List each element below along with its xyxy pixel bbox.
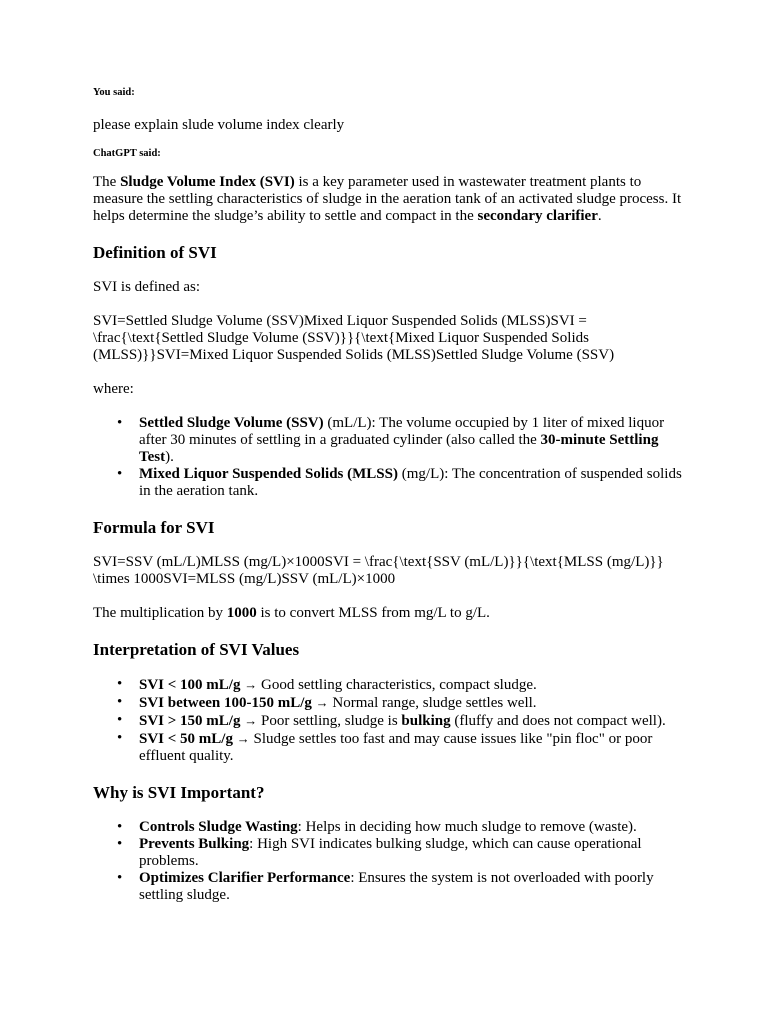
right-arrow-icon: → <box>315 695 329 710</box>
note-bold: 1000 <box>226 605 257 621</box>
list-item <box>139 694 683 712</box>
mlss-term: Mixed Liquor Suspended Solids (MLSS) <box>139 466 398 482</box>
definition-heading: Definition of SVI <box>93 243 217 262</box>
importance-desc: : High SVI indicates bulking sludge, which can cause operational problems. <box>139 836 642 869</box>
intro-text-1: The <box>93 174 121 190</box>
list-item <box>139 712 683 730</box>
note-text-2: is to convert MLSS from mg/L to g/L. <box>256 605 490 621</box>
list-item <box>139 466 683 500</box>
importance-desc: : Ensures the system is not overloaded with poorly settling sludge. <box>139 870 654 903</box>
importance-list <box>93 819 683 904</box>
interpretation-heading: Interpretation of SVI Values <box>93 640 300 659</box>
importance-heading: Why is SVI Important? <box>93 783 265 802</box>
note-text-1: The multiplication by <box>93 605 227 621</box>
svi-range-term: SVI between 100-150 mL/g <box>139 695 312 711</box>
you-said-label: You said: <box>93 87 135 98</box>
list-item <box>139 819 683 836</box>
svi-range-term: SVI > 150 mL/g <box>139 713 241 729</box>
svi-range-desc: Good settling characteristics, compact sludge. <box>257 677 537 693</box>
interpretation-list <box>93 676 683 765</box>
svi-range-desc: Normal range, sludge settles well. <box>328 695 537 711</box>
definition-list <box>93 415 683 500</box>
multiplication-note <box>93 605 683 622</box>
ssv-desc-end: ). <box>165 449 174 465</box>
svi-range-term: SVI < 100 mL/g <box>139 677 241 693</box>
importance-term: Controls Sludge Wasting <box>139 819 298 835</box>
svi-range-desc-end: (fluffy and does not compact well). <box>450 713 666 729</box>
importance-term: Prevents Bulking <box>139 836 250 852</box>
svi-range-desc: Poor settling, sludge is <box>257 713 402 729</box>
right-arrow-icon: → <box>236 731 250 746</box>
svi-range-term: SVI < 50 mL/g <box>139 731 233 747</box>
user-prompt: please explain slude volume index clearly <box>93 117 345 133</box>
intro-text-3: . <box>597 208 602 224</box>
mlss-desc: (mg/L): The concentration of suspended solids in the aeration tank. <box>139 466 682 499</box>
settling-test-term: 30-minute Settling Test <box>139 432 659 465</box>
intro-text-2: is a key parameter used in wastewater treatment plants to measure the settling characteristics of sludge in the aeration tank of an activated sludge process. It helps determine the sludge’s ability to settle and compact in the <box>93 174 682 224</box>
chat-transcript <box>93 86 683 904</box>
intro-bold-svi: Sludge Volume Index (SVI) <box>120 174 295 190</box>
list-item <box>139 836 683 870</box>
definition-formula: SVI=Settled Sludge Volume (SSV)Mixed Liquor Suspended Solids (MLSS)SVI = \frac{\text{Settled Sludge Volume (SSV)}}{\text{Mixed Liquor Suspended Solids (MLSS)}}SVI=Mixed Liquor Suspended Solids (MLSS)Settled Sludge Volume (SSV) <box>93 313 615 363</box>
importance-desc: : Helps in deciding how much sludge to remove (waste). <box>297 819 637 835</box>
where-text: where: <box>93 381 134 397</box>
right-arrow-icon: → <box>244 677 258 692</box>
assistant-label: ChatGPT said: <box>93 148 161 159</box>
svi-range-desc: Sludge settles too fast and may cause issues like "pin floc" or poor effluent quality. <box>139 731 653 764</box>
bulking-term: bulking <box>401 713 451 729</box>
importance-term: Optimizes Clarifier Performance <box>139 870 351 886</box>
list-item <box>139 676 683 694</box>
right-arrow-icon: → <box>244 713 258 728</box>
intro-paragraph <box>93 174 683 225</box>
ssv-desc: (mL/L): The volume occupied by 1 liter of mixed liquor after 30 minutes of settling in a graduated cylinder (also called the <box>139 415 665 448</box>
defined-as-text: SVI is defined as: <box>93 279 201 295</box>
formula-heading: Formula for SVI <box>93 518 215 537</box>
ssv-term: Settled Sludge Volume (SSV) <box>139 415 324 431</box>
list-item <box>139 415 683 466</box>
list-item <box>139 870 683 904</box>
svi-formula: SVI=SSV (mL/L)MLSS (mg/L)×1000SVI = \frac{\text{SSV (mL/L)}}{\text{MLSS (mg/L)}} \times 1000SVI=MLSS (mg/L)SSV (mL/L)×1000 <box>93 554 664 587</box>
list-item <box>139 730 683 765</box>
intro-bold-clarifier: secondary clarifier <box>477 208 598 224</box>
